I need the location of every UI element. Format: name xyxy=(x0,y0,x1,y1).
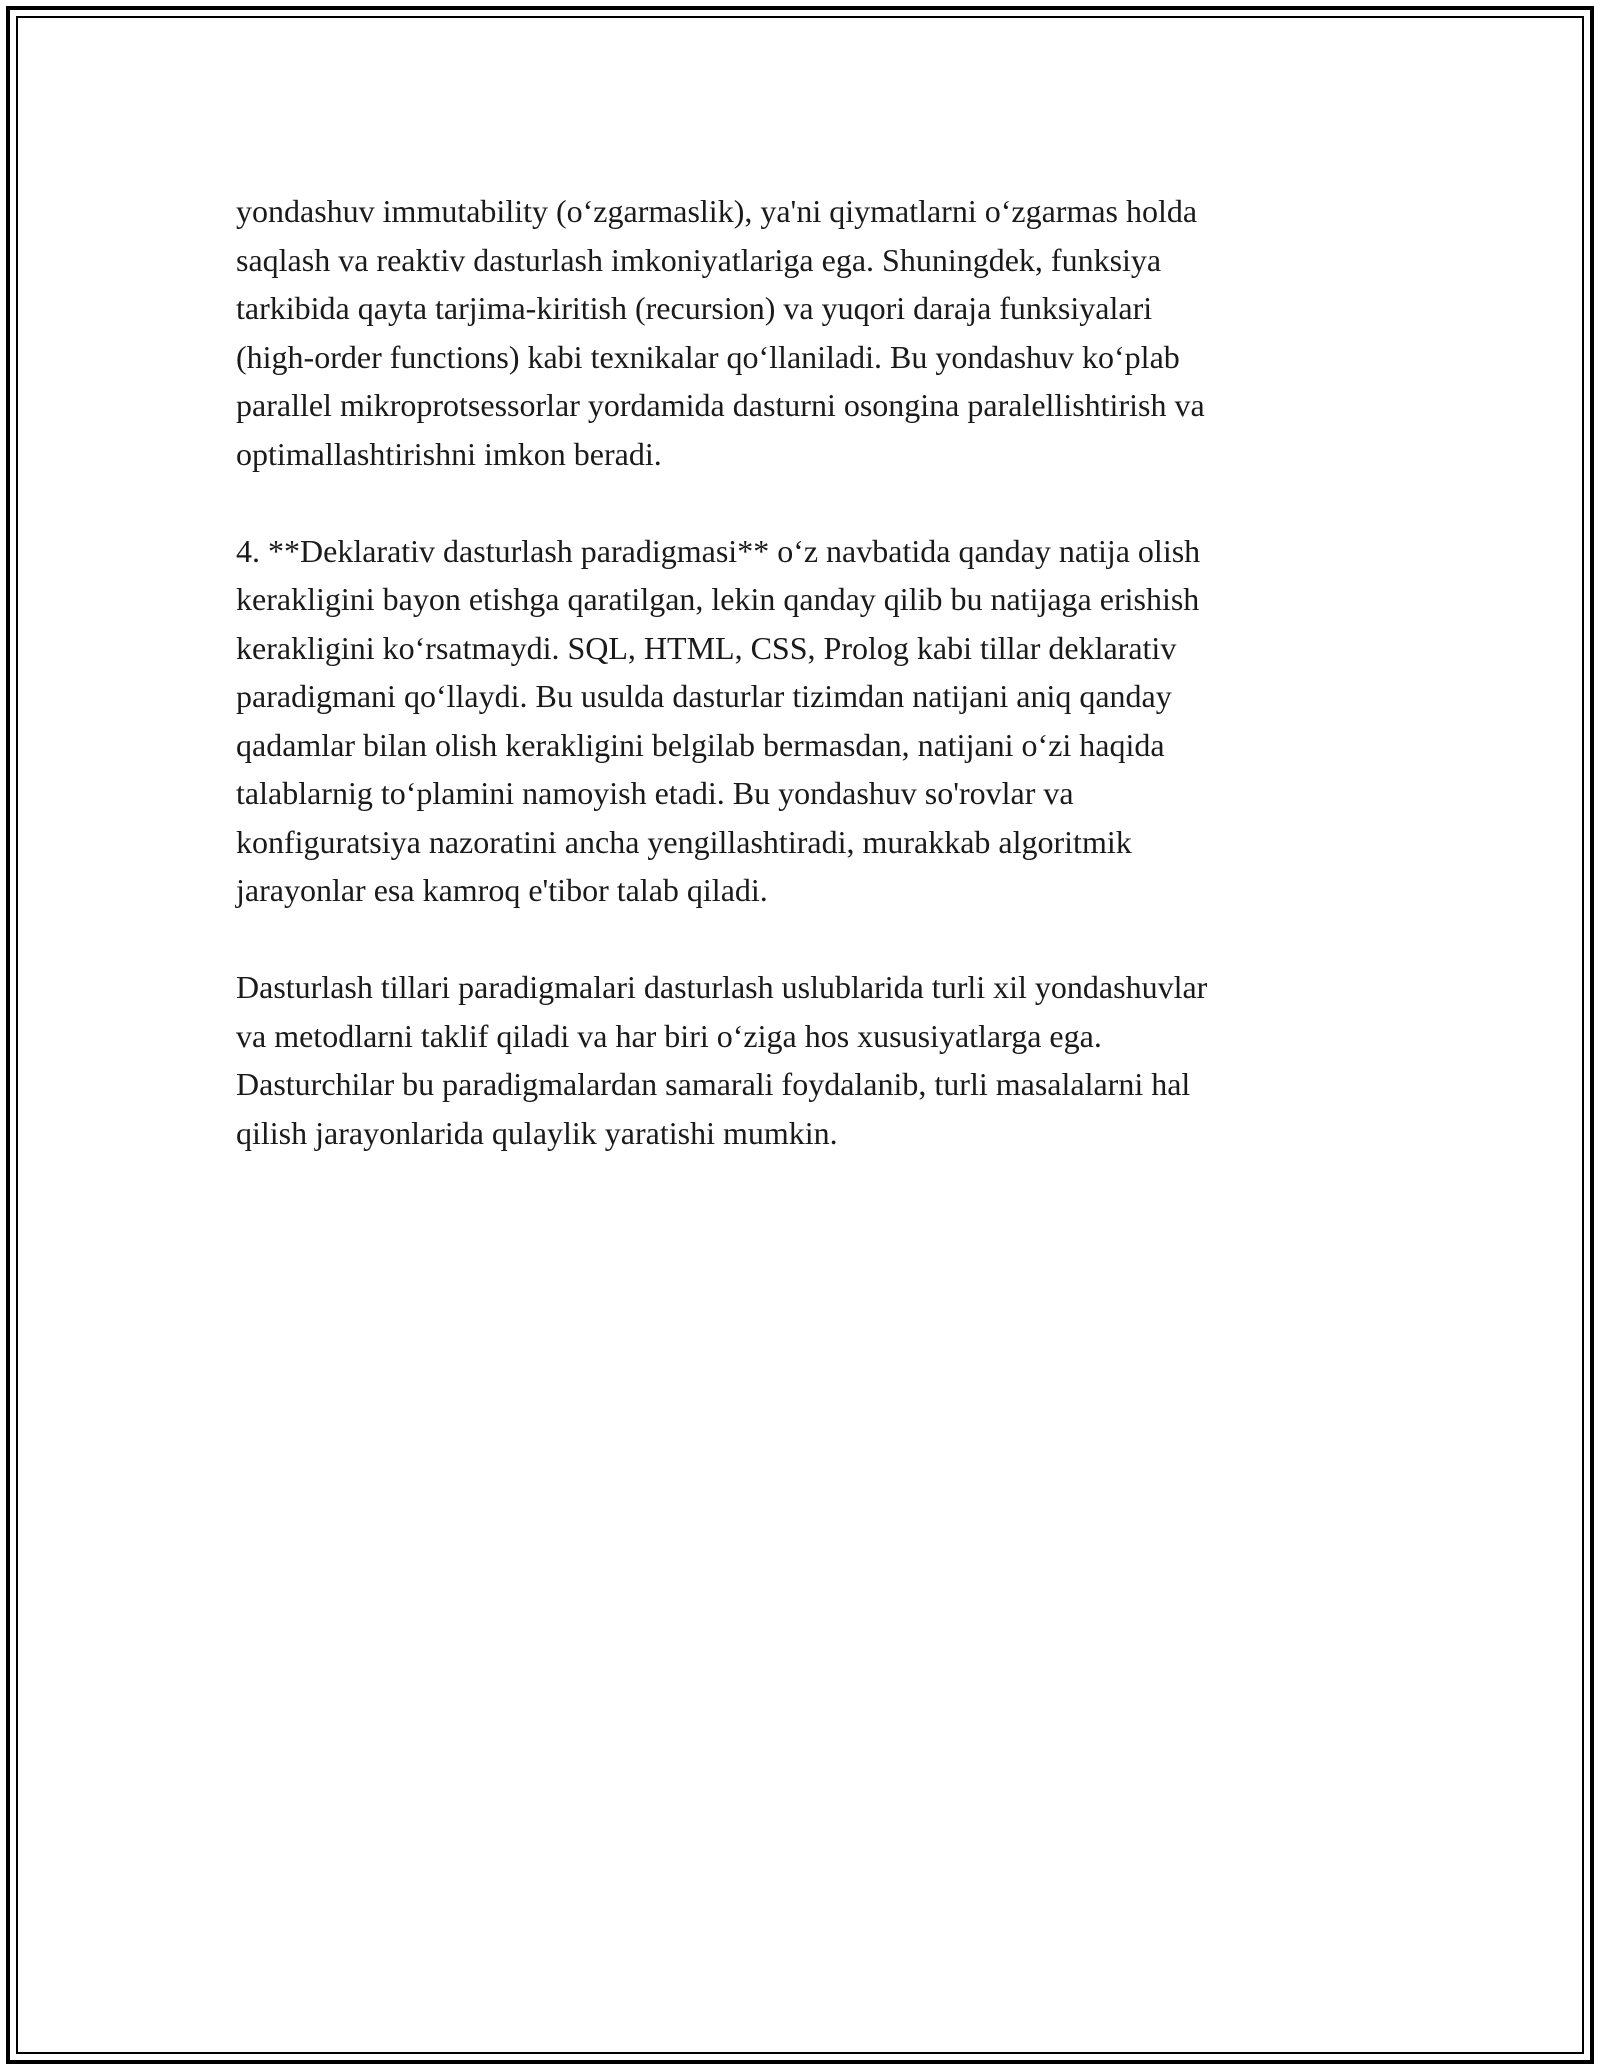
document-body xyxy=(236,187,1366,1206)
text-line: saqlash va reaktiv dasturlash imkoniyatlariga ega. Shuningdek, funksiya xyxy=(236,241,1162,278)
text-line: talablarnig to‘plamini namoyish etadi. Bu yondashuv so'rovlar va xyxy=(236,775,1074,811)
text-line: 4. **Deklarativ dasturlash paradigmasi** o‘z navbatida qanday natija olish xyxy=(236,532,1201,569)
text-line: paradigmani qo‘llaydi. Bu usulda dasturlar tizimdan natijani aniq qanday xyxy=(236,678,1172,714)
text-line: va metodlarni taklif qiladi va har biri o‘ziga hos xususiyatlarga ega. xyxy=(236,1017,1102,1054)
text-line: kerakligini ko‘rsatmaydi. SQL, HTML, CSS, Prolog kabi tillar deklarativ xyxy=(236,629,1177,666)
text-line: kerakligini bayon etishga qaratilgan, lekin qanday qilib bu natijaga erishish xyxy=(236,581,1200,617)
text-line: qilish jarayonlarida qulaylik yaratishi mumkin. xyxy=(236,1114,838,1151)
paragraph-declarative-paradigm xyxy=(236,527,1366,915)
text-line: parallel mikroprotsessorlar yordamida dasturni osongina paralellishtirish va xyxy=(236,387,1205,423)
text-line: Dasturchilar bu paradigmalardan samarali foydalanib, turli masalalarni hal xyxy=(236,1066,1191,1102)
text-line: optimallashtirishni imkon beradi. xyxy=(236,435,662,472)
text-line: Dasturlash tillari paradigmalari dasturlash uslublarida turli xil yondashuvlar xyxy=(236,969,1208,1005)
text-line: konfiguratsiya nazoratini ancha yengillashtiradi, murakkab algoritmik xyxy=(236,823,1132,860)
text-line: qadamlar bilan olish kerakligini belgilab bermasdan, natijani o‘zi haqida xyxy=(236,726,1165,763)
paragraph-functional-continuation xyxy=(236,187,1366,478)
paragraph-conclusion xyxy=(236,963,1366,1157)
text-line: (high-order functions) kabi texnikalar qo‘llaniladi. Bu yondashuv ko‘plab xyxy=(236,338,1180,375)
text-line: yondashuv immutability (o‘zgarmaslik), ya'ni qiymatlarni o‘zgarmas holda xyxy=(236,193,1198,229)
text-line: tarkibida qayta tarjima-kiritish (recursion) va yuqori daraja funksiyalari xyxy=(236,290,1153,326)
text-line: jarayonlar esa kamroq e'tibor talab qiladi. xyxy=(236,872,768,908)
